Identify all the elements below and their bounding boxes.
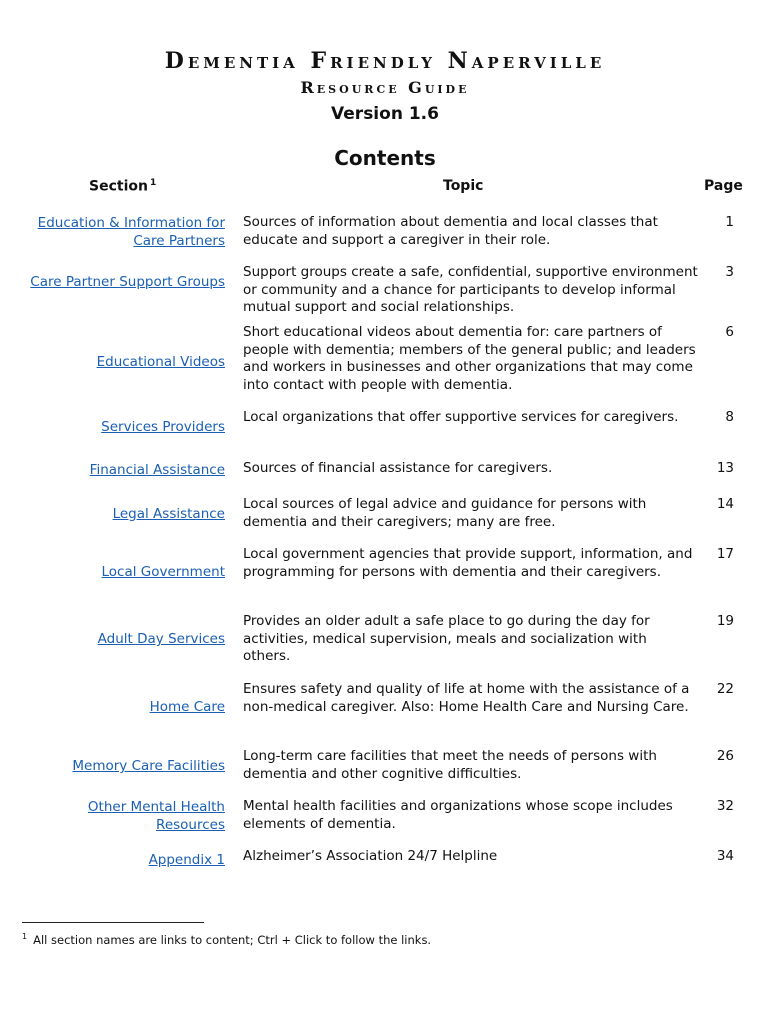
- topic-description: Sources of financial assistance for caregivers.: [243, 460, 553, 476]
- section-link[interactable]: Adult Day Services: [97, 631, 225, 647]
- section-link[interactable]: Care Partner Support Groups: [30, 274, 225, 290]
- section-link[interactable]: Other Mental Health Resources: [87, 799, 225, 833]
- footnote-reference[interactable]: 1: [149, 178, 157, 188]
- section-link[interactable]: Local Government: [101, 564, 225, 580]
- footnote: [22, 932, 431, 947]
- page-number: 14: [716, 496, 734, 512]
- version-label: Version 1.6: [331, 104, 439, 124]
- topic-description: Long-term care facilities that meet the needs of persons with dementia and other cognitive difficulties.: [243, 748, 657, 782]
- topic-description: Mental health facilities and organizations whose scope includes elements of dementia.: [243, 798, 673, 832]
- page-number: 6: [725, 324, 734, 340]
- section-link[interactable]: Educational Videos: [96, 354, 225, 370]
- topic-description: Short educational videos about dementia for: care partners of people with dementia; members of the general public; and leaders and workers in businesses and other organizations that may come into contact with people with dementia.: [243, 324, 696, 393]
- page-number: 22: [716, 681, 734, 697]
- page-number: 26: [716, 748, 734, 764]
- page-number: 8: [725, 409, 734, 425]
- page-number: 32: [716, 798, 734, 814]
- topic-description: Local organizations that offer supportive services for caregivers.: [243, 409, 679, 425]
- topic-description: Alzheimer’s Association 24/7 Helpline: [243, 848, 498, 864]
- column-header-topic: Topic: [443, 178, 484, 194]
- topic-description: Provides an older adult a safe place to go during the day for activities, medical supervision, meals and socialization with others.: [243, 613, 650, 664]
- section-link[interactable]: Memory Care Facilities: [72, 758, 225, 774]
- page-number: 34: [716, 848, 734, 864]
- section-link[interactable]: Home Care: [149, 699, 225, 715]
- topic-description: Local government agencies that provide support, information, and programming for persons with dementia and their caregivers.: [243, 546, 693, 580]
- contents-heading: Contents: [334, 146, 436, 170]
- page-number: 19: [716, 613, 734, 629]
- footnote-marker: 1: [22, 932, 28, 941]
- topic-description: Local sources of legal advice and guidance for persons with dementia and their caregivers; many are free.: [243, 496, 647, 530]
- page-number: 3: [725, 264, 734, 280]
- page-number: 13: [716, 460, 734, 476]
- section-link[interactable]: Legal Assistance: [112, 506, 225, 522]
- document-title: Dementia Friendly Naperville: [164, 48, 606, 74]
- section-link[interactable]: Financial Assistance: [89, 462, 225, 478]
- section-link[interactable]: Appendix 1: [148, 852, 225, 868]
- section-link[interactable]: Education & Information for Care Partners: [37, 215, 225, 249]
- column-header-page: Page: [704, 178, 743, 194]
- page-number: 17: [716, 546, 734, 562]
- topic-description: Sources of information about dementia and local classes that educate and support a caregiver in their role.: [243, 214, 658, 248]
- column-header-section-label: Section: [89, 178, 148, 195]
- footnote-text: All section names are links to content; Ctrl + Click to follow the links.: [33, 932, 432, 947]
- document-subtitle: Resource Guide: [300, 78, 470, 97]
- footnote-divider: [22, 922, 204, 923]
- section-link[interactable]: Services Providers: [101, 419, 225, 435]
- topic-description: Ensures safety and quality of life at home with the assistance of a non-medical caregiver. Also: Home Health Care and Nursing Care.: [243, 681, 690, 715]
- topic-description: Support groups create a safe, confidential, supportive environment or community and a chance for participants to develop informal mutual support and social relationships.: [243, 264, 698, 315]
- page-number: 1: [725, 214, 734, 230]
